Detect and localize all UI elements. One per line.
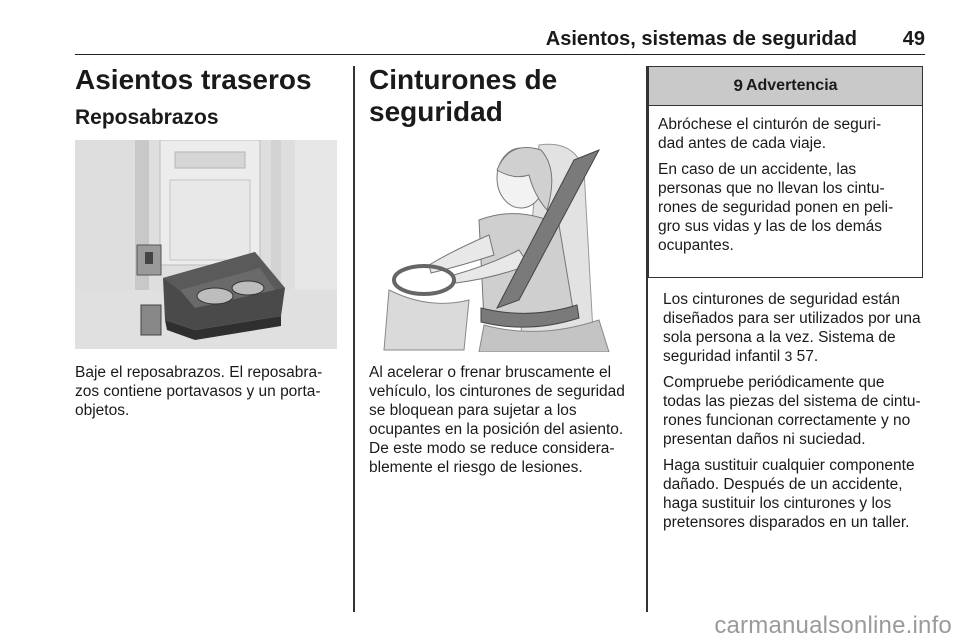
text-line: sola persona a la vez. Sistema de xyxy=(663,329,896,346)
text-line: dad antes de cada viaje. xyxy=(658,135,827,152)
text-line: pretensores disparados en un taller. xyxy=(663,514,910,531)
armrest-drawing xyxy=(75,140,337,349)
text-line: dañado. Después de un accidente, xyxy=(663,476,903,493)
page-header xyxy=(75,26,925,55)
text-line: haga sustituir los cinturones y los xyxy=(663,495,892,512)
warning-box xyxy=(648,66,923,278)
text-line: Baje el reposabrazos. El reposabra- xyxy=(75,364,323,381)
seatbelt-description xyxy=(369,363,641,477)
text-line: De este modo se reduce considera- xyxy=(369,440,615,457)
text-line: rones de seguridad ponen en peli- xyxy=(658,199,894,216)
subsection-title-armrest: Reposabrazos xyxy=(75,106,219,129)
page-number: 49 xyxy=(902,28,925,50)
text-line: Haga sustituir cualquier componente xyxy=(663,457,915,474)
text-line: Al acelerar o frenar bruscamente el xyxy=(369,364,612,381)
text-line: Compruebe periódicamente que xyxy=(663,374,885,391)
text-line: Los cinturones de seguridad están xyxy=(663,291,900,308)
warning-title: Advertencia xyxy=(745,77,838,94)
warning-header xyxy=(649,67,922,106)
watermark: carmanualsonline.info xyxy=(714,612,952,639)
text-line: blemente el riesgo de lesiones. xyxy=(369,459,583,476)
text-line: zos contiene portavasos y un porta- xyxy=(75,383,321,400)
seatbelt-illustration xyxy=(369,140,631,352)
text-line: todas las piezas del sistema de cintu- xyxy=(663,393,921,410)
text-line: gro sus vidas y las de los demás xyxy=(658,218,882,235)
column-divider xyxy=(353,66,355,612)
section-title-seat-belts xyxy=(369,64,557,128)
page-reference-icon[interactable]: 3 xyxy=(784,348,793,364)
text-line: diseñados para ser utilizados por una xyxy=(663,310,921,327)
text-line: seguridad infantil xyxy=(663,348,781,365)
section-title-rear-seats: Asientos traseros xyxy=(75,64,312,95)
text-line: En caso de un accidente, las xyxy=(658,161,857,178)
text-line: vehículo, los cinturones de seguridad xyxy=(369,383,625,400)
seatbelt-drawing xyxy=(369,140,631,352)
paragraph xyxy=(663,456,928,532)
text-line: objetos. xyxy=(75,402,130,419)
title-line: Cinturones de xyxy=(369,64,558,95)
text-line: ocupantes en la posición del asiento. xyxy=(369,421,624,438)
text-line: Abróchese el cinturón de seguri- xyxy=(658,116,882,133)
text-line: se bloquean para sujetar a los xyxy=(369,402,577,419)
armrest-description xyxy=(75,363,345,420)
title-line: seguridad xyxy=(369,96,503,127)
paragraph xyxy=(663,373,928,449)
seatbelt-usage-text xyxy=(663,290,928,539)
warning-paragraph xyxy=(658,160,913,255)
text-line: personas que no llevan los cintu- xyxy=(658,180,885,197)
header-title: Asientos, sistemas de seguridad xyxy=(545,28,857,50)
text-line: presentan daños ni suciedad. xyxy=(663,431,866,448)
page-reference[interactable]: 57. xyxy=(796,348,819,365)
armrest-illustration xyxy=(75,140,337,349)
warning-body xyxy=(649,106,922,255)
warning-icon: 9 xyxy=(733,76,743,95)
text-line: ocupantes. xyxy=(658,237,734,254)
text-line: rones funcionan correctamente y no xyxy=(663,412,911,429)
warning-paragraph xyxy=(658,115,913,153)
paragraph xyxy=(663,290,928,366)
